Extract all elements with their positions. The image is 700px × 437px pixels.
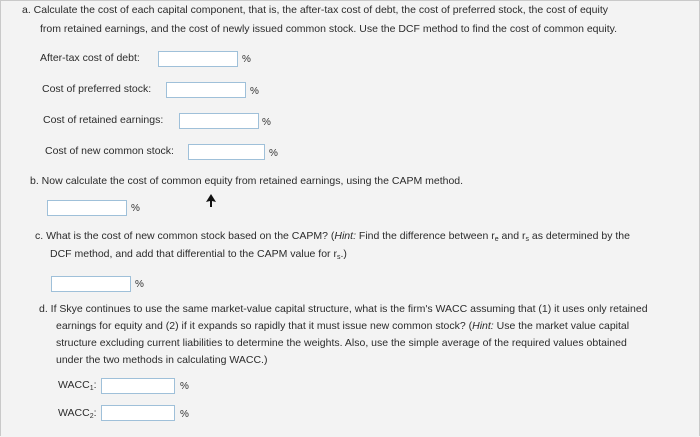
capm-new-stock-unit: % xyxy=(135,279,144,290)
retained-earnings-unit: % xyxy=(262,117,271,128)
part-d-line3: structure excluding current liabilities to determine the weights. Also, use the simple average of the required values obtained xyxy=(56,337,627,349)
capm-retained-unit: % xyxy=(131,203,140,214)
after-tax-debt-input[interactable] xyxy=(158,51,238,67)
retained-earnings-label: Cost of retained earnings: xyxy=(43,114,164,126)
wacc1-input[interactable] xyxy=(101,378,175,394)
wacc2-label: $WACC_2$: xyxy=(58,407,97,420)
preferred-stock-unit: % xyxy=(250,86,259,97)
mouse-pointer-icon xyxy=(205,194,217,208)
after-tax-debt-label: After-tax cost of debt: xyxy=(40,52,140,64)
part-b-text: b. Now calculate the cost of common equity from retained earnings, using the CAPM method. xyxy=(30,175,464,187)
new-common-stock-label: Cost of new common stock: xyxy=(45,145,174,157)
after-tax-debt-unit: % xyxy=(242,54,251,65)
wacc2-input[interactable] xyxy=(101,405,175,421)
part-d-line1: d. If Skye continues to use the same market-value capital structure, what is the firm's WACC assuming that (1) it uses only retained xyxy=(39,303,648,315)
preferred-stock-label: Cost of preferred stock: xyxy=(42,83,152,95)
part-a-line1: a. Calculate the cost of each capital component, that is, the after-tax cost of debt, the cost of preferred stock, the cost of equity xyxy=(22,4,608,16)
wacc1-unit: % xyxy=(180,381,189,392)
wacc1-label: $WACC_1$: xyxy=(58,379,97,392)
part-d-line2: earnings for equity and (2) if it expands so rapidly that it must issue new common stock? (Hint: Use the market value capital xyxy=(56,320,630,332)
new-common-stock-unit: % xyxy=(269,148,278,159)
part-c-line1: c. What is the cost of new common stock based on the CAPM? (Hint: Find the difference between $r_e$ and $r_s$ as determined by the xyxy=(35,230,630,243)
part-a-line2: from retained earnings, and the cost of newly issued common stock. Use the DCF method to find the cost of common equity. xyxy=(40,23,617,35)
retained-earnings-input[interactable] xyxy=(179,113,259,129)
wacc2-unit: % xyxy=(180,409,189,420)
capm-new-stock-input[interactable] xyxy=(51,276,131,292)
part-d-line4: under the two methods in calculating WACC.) xyxy=(56,354,268,366)
capm-retained-input[interactable] xyxy=(47,200,127,216)
part-c-line2: DCF method, and add that differential to the CAPM value for $r_s$.) xyxy=(50,248,347,261)
preferred-stock-input[interactable] xyxy=(166,82,246,98)
new-common-stock-input[interactable] xyxy=(188,144,265,160)
